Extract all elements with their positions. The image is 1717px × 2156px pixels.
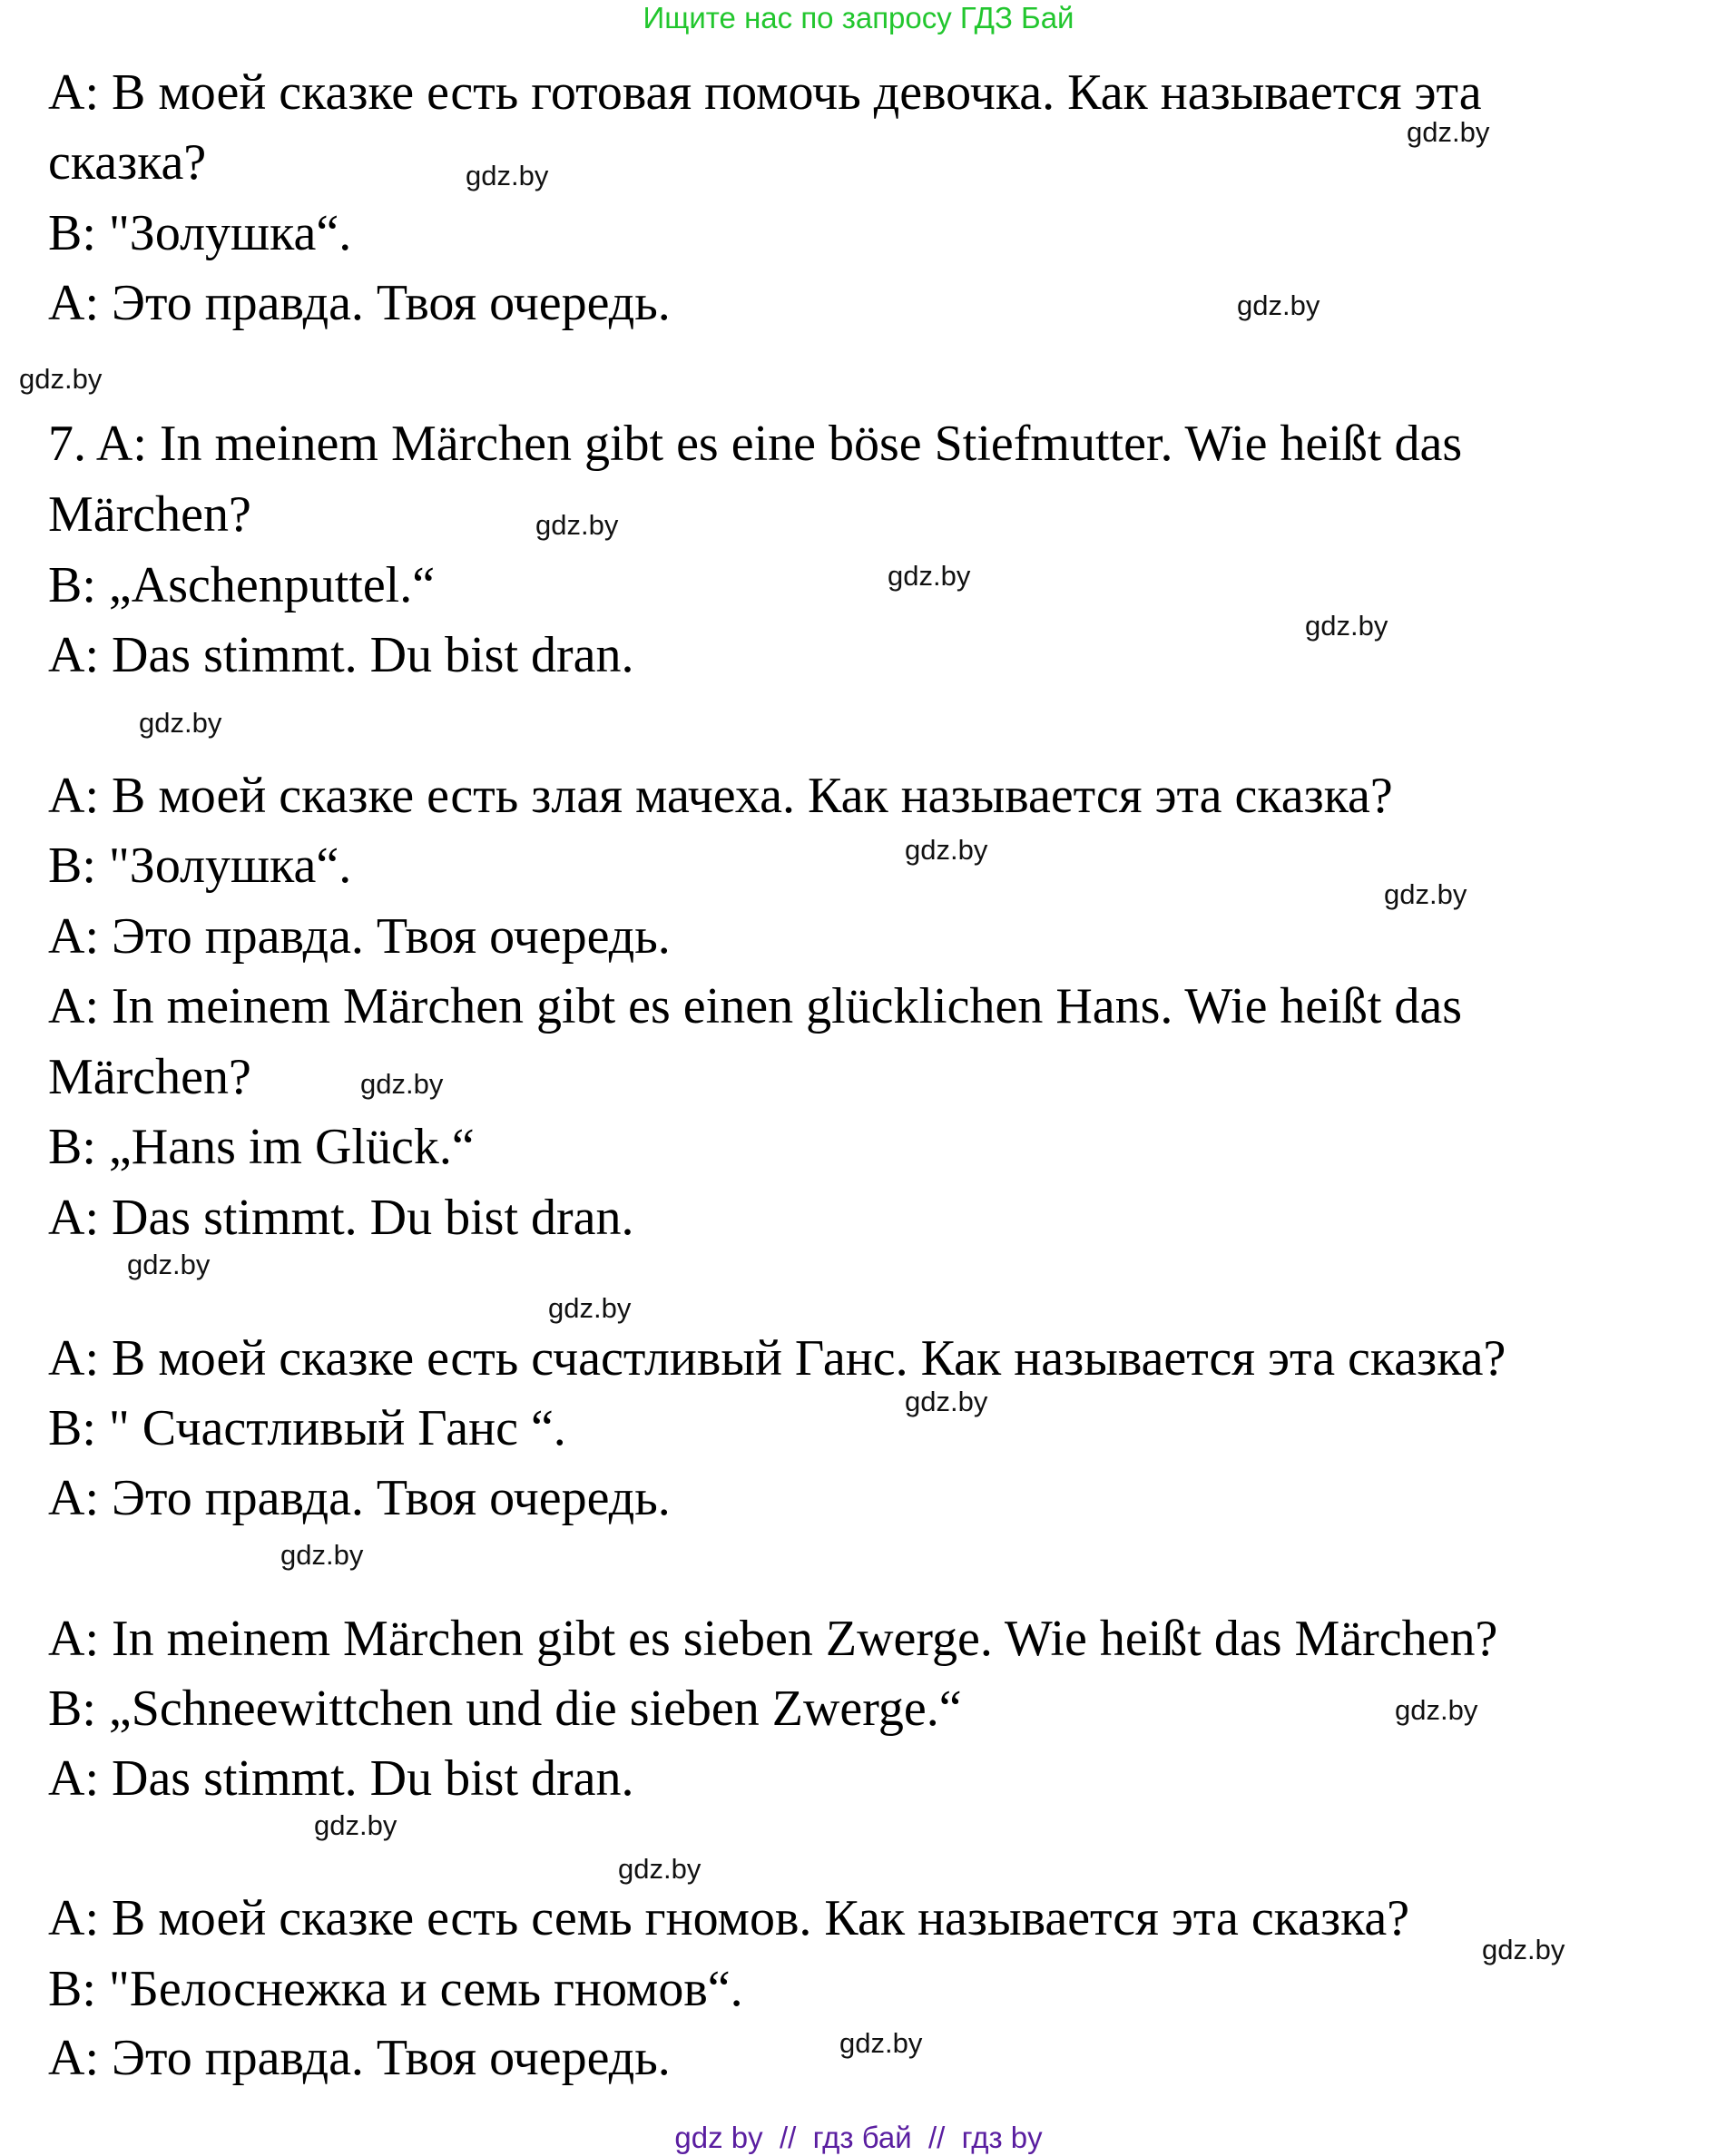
watermark: gdz.by <box>839 2027 923 2059</box>
text-line: B: "Белоснежка и семь гномов“. <box>48 1961 743 2017</box>
watermark: gdz.by <box>314 1809 397 1841</box>
watermark: gdz.by <box>1384 878 1467 910</box>
text-line: A: In meinem Märchen gibt es einen glücklichen Hans. Wie heißt das <box>48 978 1463 1034</box>
watermark: gdz.by <box>19 363 103 395</box>
text-line: A: Das stimmt. Du bist dran. <box>48 1750 634 1807</box>
text-line: B: " Счастливый Ганс “. <box>48 1400 566 1456</box>
text-line: А: Это правда. Твоя очередь. <box>48 2030 671 2086</box>
text-line: B: „Hans im Glück.“ <box>48 1119 475 1175</box>
text-line: Märchen? <box>48 486 251 543</box>
text-line: B: "Золушка“. <box>48 838 352 894</box>
watermark: gdz.by <box>360 1068 444 1100</box>
watermark: gdz.by <box>888 560 971 592</box>
watermark: gdz.by <box>1305 610 1388 642</box>
watermark: gdz.by <box>1407 116 1490 148</box>
watermark: gdz.by <box>535 509 619 541</box>
text-line: A: Das stimmt. Du bist dran. <box>48 1190 634 1246</box>
watermark: gdz.by <box>618 1853 702 1885</box>
watermark: gdz.by <box>139 707 222 739</box>
text-line: Märchen? <box>48 1049 251 1105</box>
text-line: А: Это правда. Твоя очередь. <box>48 1470 671 1526</box>
text-line: А: Это правда. Твоя очередь. <box>48 275 671 331</box>
watermark: gdz.by <box>127 1249 211 1280</box>
text-line: А: В моей сказке есть семь гномов. Как называется эта сказка? <box>48 1890 1410 1946</box>
search-hint-link[interactable]: Ищите нас по запросу ГДЗ Бай <box>643 1 1074 34</box>
text-line: А: В моей сказке есть злая мачеха. Как называется эта сказка? <box>48 768 1393 824</box>
watermark: gdz.by <box>280 1539 364 1571</box>
text-line: A: In meinem Märchen gibt es sieben Zwerge. Wie heißt das Märchen? <box>48 1611 1498 1667</box>
text-line: А: В моей сказке есть счастливый Ганс. Как называется эта сказка? <box>48 1330 1506 1387</box>
watermark: gdz.by <box>1482 1934 1565 1965</box>
watermark: gdz.by <box>466 160 549 191</box>
text-line: А: В моей сказке есть готовая помочь девочка. Как называется эта <box>48 64 1482 121</box>
text-line: A: Das stimmt. Du bist dran. <box>48 627 634 683</box>
watermark: gdz.by <box>548 1292 632 1324</box>
text-line: А: Это правда. Твоя очередь. <box>48 908 671 965</box>
text-line: 7. A: In meinem Märchen gibt es eine böse Stiefmutter. Wie heißt das <box>48 416 1463 472</box>
watermark: gdz.by <box>905 1386 988 1417</box>
text-line: B: „Schneewittchen und die sieben Zwerge.“ <box>48 1681 962 1737</box>
text-line: B: "Золушка“. <box>48 205 352 261</box>
text-line: сказка? <box>48 134 207 191</box>
watermark: gdz.by <box>1237 289 1320 321</box>
watermark: gdz.by <box>905 834 988 866</box>
watermark: gdz.by <box>1395 1694 1478 1726</box>
footer-links[interactable]: gdz by // гдз бай // гдз by <box>674 2121 1043 2154</box>
text-line: B: „Aschenputtel.“ <box>48 557 436 613</box>
